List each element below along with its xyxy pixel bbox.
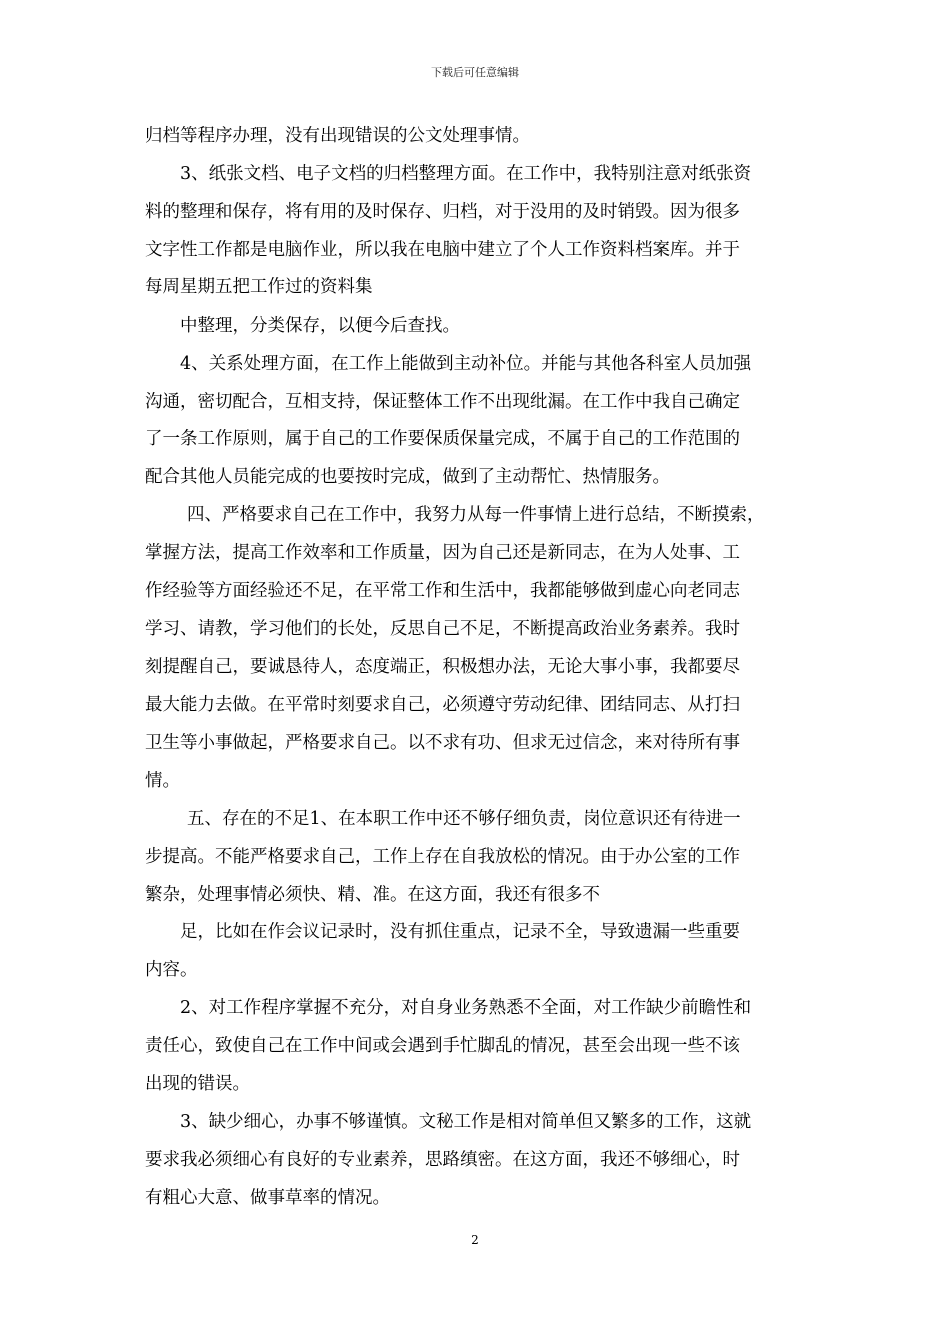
body-line: 料的整理和保存，将有用的及时保存、归档，对于没用的及时销毁。因为很多 bbox=[145, 202, 740, 222]
body-line: 4、关系处理方面，在工作上能做到主动补位。并能与其他各科室人员加强 bbox=[180, 354, 752, 374]
body-line: 责任心，致使自己在工作中间或会遇到手忙脚乱的情况，甚至会出现一些不该 bbox=[145, 1036, 740, 1056]
body-line: 归档等程序办理，没有出现错误的公文处理事情。 bbox=[145, 126, 530, 146]
body-line: 五、存在的不足1、在本职工作中还不够仔细负责，岗位意识还有待进一 bbox=[187, 809, 741, 829]
body-line: 内容。 bbox=[145, 960, 198, 980]
body-line: 配合其他人员能完成的也要按时完成，做到了主动帮忙、热情服务。 bbox=[145, 467, 670, 487]
body-line: 情。 bbox=[145, 771, 180, 791]
body-line: 学习、请教，学习他们的长处，反思自己不足，不断提高政治业务素养。我时 bbox=[145, 619, 740, 639]
body-line: 四、严格要求自己在工作中，我努力从每一件事情上进行总结，不断摸索， bbox=[187, 505, 765, 525]
body-line: 出现的错误。 bbox=[145, 1074, 250, 1094]
body-line: 沟通，密切配合，互相支持，保证整体工作不出现纰漏。在工作中我自己确定 bbox=[145, 392, 740, 412]
body-line: 足，比如在作会议记录时，没有抓住重点，记录不全，导致遗漏一些重要 bbox=[180, 922, 740, 942]
page-header-note: 下载后可任意编辑 bbox=[431, 66, 519, 79]
body-line: 卫生等小事做起，严格要求自己。以不求有功、但求无过信念，来对待所有事 bbox=[145, 733, 740, 753]
body-line: 每周星期五把工作过的资料集 bbox=[145, 277, 373, 297]
body-line: 作经验等方面经验还不足，在平常工作和生活中，我都能够做到虚心向老同志 bbox=[145, 581, 740, 601]
body-line: 3、纸张文档、电子文档的归档整理方面。在工作中，我特别注意对纸张资 bbox=[180, 164, 752, 184]
body-line: 掌握方法，提高工作效率和工作质量，因为自己还是新同志，在为人处事、工 bbox=[145, 543, 740, 563]
body-line: 3、缺少细心，办事不够谨慎。文秘工作是相对简单但又繁多的工作，这就 bbox=[180, 1112, 752, 1132]
body-line: 步提高。不能严格要求自己，工作上存在自我放松的情况。由于办公室的工作 bbox=[145, 847, 740, 867]
body-line: 2、对工作程序掌握不充分，对自身业务熟悉不全面，对工作缺少前瞻性和 bbox=[180, 998, 752, 1018]
body-line: 刻提醒自己，要诚恳待人，态度端正，积极想办法，无论大事小事，我都要尽 bbox=[145, 657, 740, 677]
page-number: 2 bbox=[471, 1233, 479, 1247]
body-line: 最大能力去做。在平常时刻要求自己，必须遵守劳动纪律、团结同志、从打扫 bbox=[145, 695, 740, 715]
body-line: 文字性工作都是电脑作业，所以我在电脑中建立了个人工作资料档案库。并于 bbox=[145, 240, 740, 260]
body-line: 繁杂，处理事情必须快、精、准。在这方面，我还有很多不 bbox=[145, 885, 600, 905]
body-line: 中整理，分类保存，以便今后查找。 bbox=[180, 316, 460, 336]
body-line: 有粗心大意、做事草率的情况。 bbox=[145, 1188, 390, 1208]
body-line: 要求我必须细心有良好的专业素养，思路缜密。在这方面，我还不够细心，时 bbox=[145, 1150, 740, 1170]
body-line: 了一条工作原则，属于自己的工作要保质保量完成，不属于自己的工作范围的 bbox=[145, 429, 740, 449]
